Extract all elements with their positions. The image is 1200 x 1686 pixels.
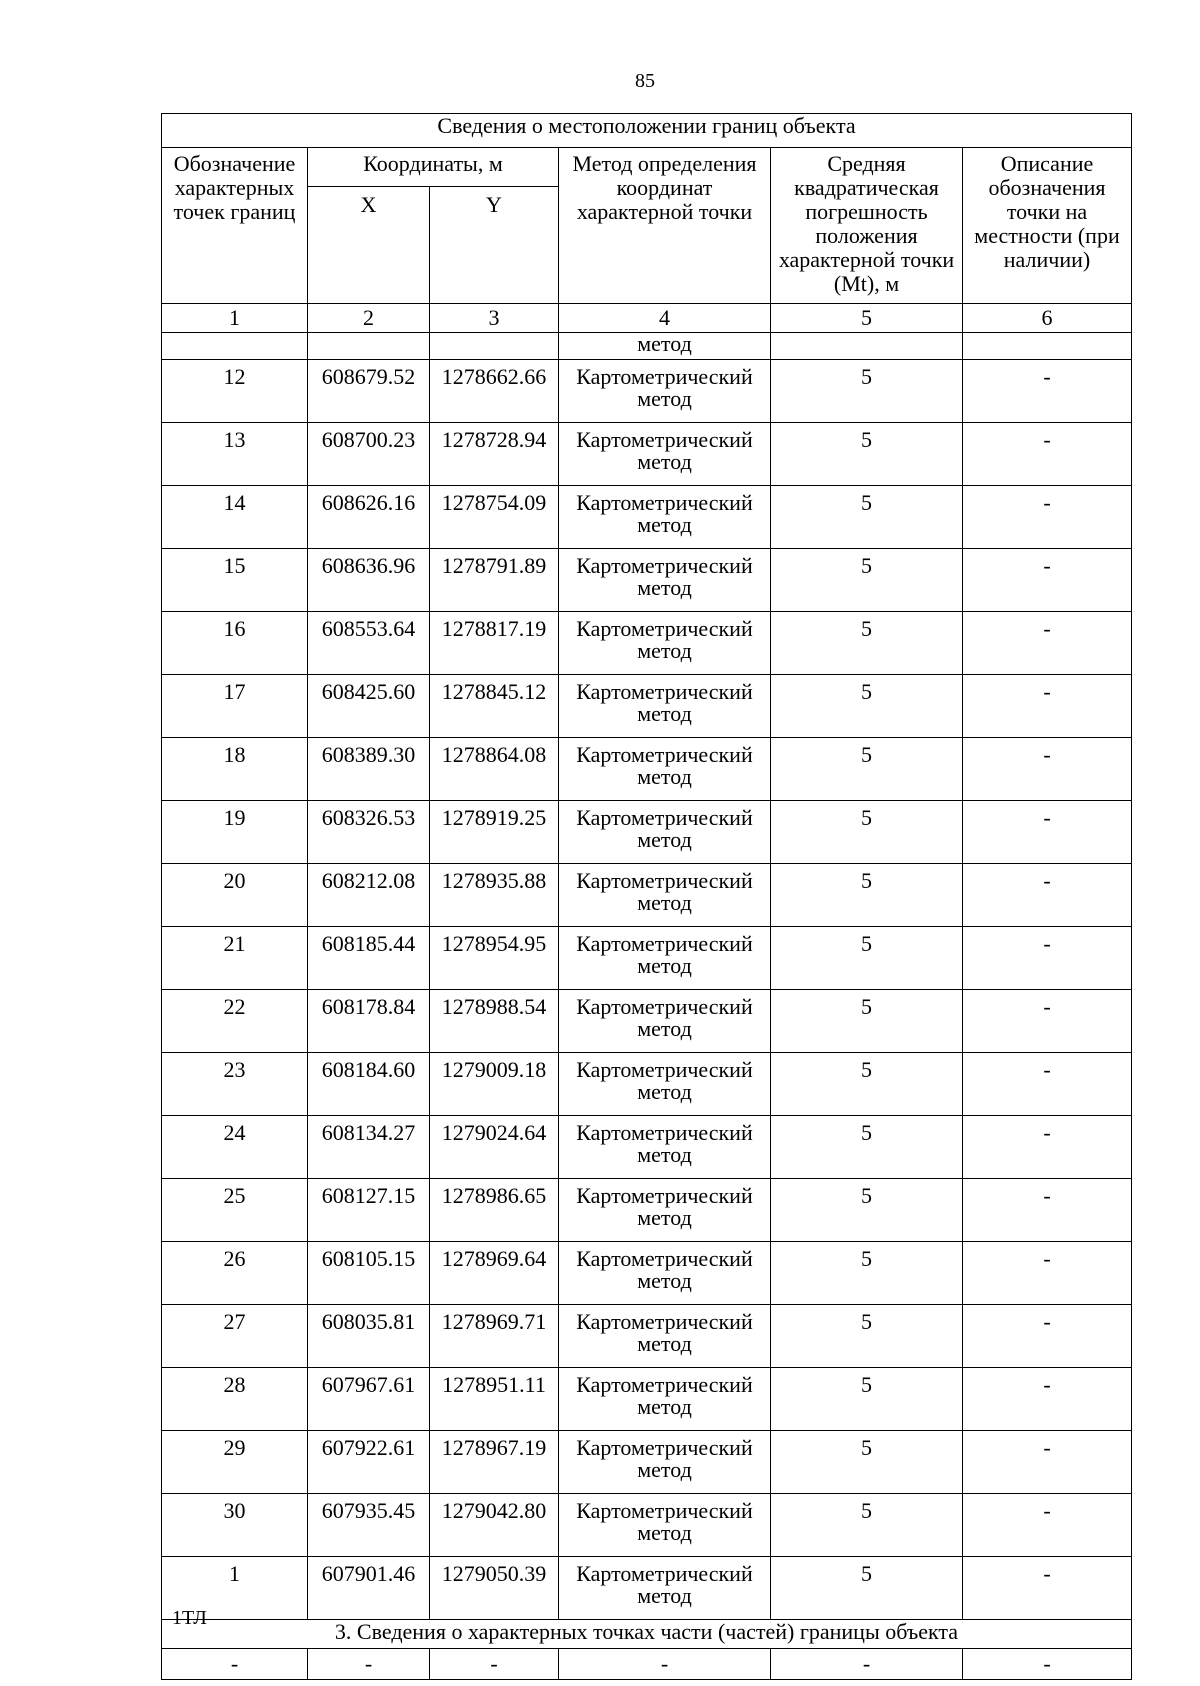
accuracy-cell: 5 [771,423,963,486]
method-cell [559,612,771,675]
point-cell: 19 [162,801,308,864]
y-coordinate-cell: 1278728.94 [430,423,559,486]
column-number: 5 [771,304,963,333]
x-coordinate-cell: 607967.61 [308,1368,430,1431]
carry-over-row [162,333,1132,360]
accuracy-cell: 5 [771,612,963,675]
description-cell: - [963,1242,1132,1305]
point-cell: 16 [162,612,308,675]
y-coordinate-cell: 1278969.64 [430,1242,559,1305]
method-cell [559,1494,771,1557]
x-coordinate-cell: 608700.23 [308,423,430,486]
y-coordinate-cell: 1278951.11 [430,1368,559,1431]
x-coordinate-cell: 608389.30 [308,738,430,801]
method-line: Картометрический [576,1183,753,1208]
accuracy-cell: 5 [771,1494,963,1557]
column-number-row [162,304,1132,333]
table-row [162,423,1132,486]
accuracy-cell: 5 [771,360,963,423]
x-coordinate-cell: 608679.52 [308,360,430,423]
x-coordinate-cell: 607901.46 [308,1557,430,1620]
method-line: Картометрический [576,427,753,452]
description-cell: - [963,549,1132,612]
method-line: Картометрический [576,1498,753,1523]
header-accuracy: Средняя квадратическая погрешность положения характерной точки (Mt), м [771,148,963,304]
section3-row [162,1620,1132,1649]
section3-value: - [559,1649,771,1680]
accuracy-cell: 5 [771,1557,963,1620]
table-row [162,927,1132,990]
point-cell: 13 [162,423,308,486]
y-coordinate-cell: 1278845.12 [430,675,559,738]
accuracy-cell: 5 [771,675,963,738]
footer-code: 1ТЛ [172,1607,207,1629]
description-cell: - [963,864,1132,927]
description-cell: - [963,1179,1132,1242]
method-line: метод [637,512,692,537]
method-line: метод [637,953,692,978]
header-description: Описание обозначения точки на местности (при наличии) [963,148,1132,304]
point-cell: 14 [162,486,308,549]
empty-cell [771,333,963,360]
point-cell: 15 [162,549,308,612]
point-cell: 21 [162,927,308,990]
empty-cell [162,333,308,360]
method-cell [559,738,771,801]
method-line: Картометрический [576,1120,753,1145]
point-cell: 28 [162,1368,308,1431]
method-cell [559,360,771,423]
accuracy-cell: 5 [771,1242,963,1305]
accuracy-cell: 5 [771,1368,963,1431]
method-cell [559,675,771,738]
accuracy-cell: 5 [771,738,963,801]
x-coordinate-cell: 608326.53 [308,801,430,864]
point-cell: 22 [162,990,308,1053]
section3-value: - [963,1649,1132,1680]
table-title: Сведения о местоположении границ объекта [162,114,1132,148]
method-cell [559,927,771,990]
method-line: метод [637,1079,692,1104]
accuracy-cell: 5 [771,864,963,927]
x-coordinate-cell: 608212.08 [308,864,430,927]
table-row [162,1431,1132,1494]
method-cell [559,1305,771,1368]
method-line: Картометрический [576,1372,753,1397]
x-coordinate-cell: 607935.45 [308,1494,430,1557]
x-coordinate-cell: 607922.61 [308,1431,430,1494]
x-coordinate-cell: 608626.16 [308,486,430,549]
table-row [162,360,1132,423]
method-cell [559,1431,771,1494]
y-coordinate-cell: 1278754.09 [430,486,559,549]
accuracy-cell: 5 [771,801,963,864]
x-coordinate-cell: 608636.96 [308,549,430,612]
description-cell: - [963,1053,1132,1116]
column-number: 6 [963,304,1132,333]
y-coordinate-cell: 1278919.25 [430,801,559,864]
point-cell: 12 [162,360,308,423]
method-line: метод [637,449,692,474]
header-x: X [308,187,430,304]
method-cell [559,423,771,486]
method-cell [559,1557,771,1620]
table-row [162,1242,1132,1305]
method-line: Картометрический [576,679,753,704]
description-cell: - [963,1557,1132,1620]
point-cell: 23 [162,1053,308,1116]
method-line: метод [637,1583,692,1608]
method-cell [559,486,771,549]
method-line: метод [637,575,692,600]
method-line: Картометрический [576,931,753,956]
method-line: Картометрический [576,1057,753,1082]
method-line: метод [637,1331,692,1356]
accuracy-cell: 5 [771,1305,963,1368]
empty-cell [963,333,1132,360]
table-row [162,864,1132,927]
y-coordinate-cell: 1278864.08 [430,738,559,801]
method-line: Картометрический [576,364,753,389]
header-designation: Обозначение характерных точек границ [162,148,308,304]
carry-over-method: метод [559,333,771,360]
method-line: метод [637,764,692,789]
y-coordinate-cell: 1278791.89 [430,549,559,612]
table-row [162,1368,1132,1431]
method-cell [559,990,771,1053]
description-cell: - [963,675,1132,738]
method-line: Картометрический [576,805,753,830]
section3-value: - [308,1649,430,1680]
method-line: метод [637,386,692,411]
section3-value: - [430,1649,559,1680]
method-line: метод [637,1520,692,1545]
x-coordinate-cell: 608184.60 [308,1053,430,1116]
table-row [162,486,1132,549]
accuracy-cell: 5 [771,1053,963,1116]
description-cell: - [963,612,1132,675]
description-cell: - [963,990,1132,1053]
y-coordinate-cell: 1278954.95 [430,927,559,990]
method-cell [559,1179,771,1242]
table-row [162,612,1132,675]
method-line: Картометрический [576,1309,753,1334]
y-coordinate-cell: 1278662.66 [430,360,559,423]
method-cell [559,1368,771,1431]
accuracy-cell: 5 [771,990,963,1053]
description-cell: - [963,1116,1132,1179]
method-line: метод [637,1394,692,1419]
description-cell: - [963,360,1132,423]
header-row [162,148,1132,187]
table-row [162,1116,1132,1179]
header-coordinates: Координаты, м [308,148,559,187]
table-row [162,1305,1132,1368]
method-line: Картометрический [576,553,753,578]
description-cell: - [963,927,1132,990]
method-line: метод [637,1457,692,1482]
table-row [162,801,1132,864]
method-line: Картометрический [576,868,753,893]
description-cell: - [963,738,1132,801]
point-cell: 29 [162,1431,308,1494]
column-number: 1 [162,304,308,333]
method-cell [559,1053,771,1116]
description-cell: - [963,486,1132,549]
accuracy-cell: 5 [771,1179,963,1242]
point-cell: 26 [162,1242,308,1305]
point-cell: 27 [162,1305,308,1368]
table-title-row [162,114,1132,148]
x-coordinate-cell: 608425.60 [308,675,430,738]
y-coordinate-cell: 1278967.19 [430,1431,559,1494]
accuracy-cell: 5 [771,1431,963,1494]
method-line: метод [637,1205,692,1230]
y-coordinate-cell: 1278988.54 [430,990,559,1053]
y-coordinate-cell: 1279050.39 [430,1557,559,1620]
column-number: 3 [430,304,559,333]
table-row [162,990,1132,1053]
method-line: Картометрический [576,1246,753,1271]
x-coordinate-cell: 608105.15 [308,1242,430,1305]
point-cell: 1 [162,1557,308,1620]
table-row [162,1494,1132,1557]
header-method: Метод определения координат характерной точки [559,148,771,304]
method-line: Картометрический [576,616,753,641]
point-cell: 24 [162,1116,308,1179]
method-cell [559,801,771,864]
page-number: 85 [635,70,655,92]
table-row [162,1557,1132,1620]
table-row [162,738,1132,801]
x-coordinate-cell: 608134.27 [308,1116,430,1179]
point-cell: 20 [162,864,308,927]
accuracy-cell: 5 [771,927,963,990]
section3-values-row [162,1649,1132,1680]
x-coordinate-cell: 608035.81 [308,1305,430,1368]
point-cell: 25 [162,1179,308,1242]
method-cell [559,549,771,612]
method-line: метод [637,1016,692,1041]
table-row [162,1179,1132,1242]
description-cell: - [963,1368,1132,1431]
method-line: Картометрический [576,1435,753,1460]
empty-cell [308,333,430,360]
method-line: метод [637,1268,692,1293]
x-coordinate-cell: 608553.64 [308,612,430,675]
accuracy-cell: 5 [771,1116,963,1179]
method-line: метод [637,638,692,663]
point-cell: 30 [162,1494,308,1557]
description-cell: - [963,1305,1132,1368]
column-number: 4 [559,304,771,333]
method-line: метод [637,827,692,852]
method-line: Картометрический [576,1561,753,1586]
accuracy-cell: 5 [771,486,963,549]
y-coordinate-cell: 1279009.18 [430,1053,559,1116]
method-cell [559,1242,771,1305]
y-coordinate-cell: 1278935.88 [430,864,559,927]
y-coordinate-cell: 1279042.80 [430,1494,559,1557]
y-coordinate-cell: 1278986.65 [430,1179,559,1242]
description-cell: - [963,801,1132,864]
section3-value: - [162,1649,308,1680]
method-line: Картометрический [576,490,753,515]
section3-title: 3. Сведения о характерных точках части (частей) границы объекта [162,1620,1132,1649]
method-line: метод [637,701,692,726]
accuracy-cell: 5 [771,549,963,612]
method-line: Картометрический [576,742,753,767]
x-coordinate-cell: 608127.15 [308,1179,430,1242]
description-cell: - [963,423,1132,486]
table-row [162,675,1132,738]
method-line: Картометрический [576,994,753,1019]
table-row [162,549,1132,612]
point-cell: 18 [162,738,308,801]
column-number: 2 [308,304,430,333]
method-line: метод [637,1142,692,1167]
point-cell: 17 [162,675,308,738]
empty-cell [430,333,559,360]
section3-value: - [771,1649,963,1680]
method-line: метод [637,890,692,915]
boundary-coordinates-table [161,113,1132,1680]
y-coordinate-cell: 1278817.19 [430,612,559,675]
description-cell: - [963,1431,1132,1494]
method-cell [559,864,771,927]
description-cell: - [963,1494,1132,1557]
y-coordinate-cell: 1278969.71 [430,1305,559,1368]
x-coordinate-cell: 608185.44 [308,927,430,990]
x-coordinate-cell: 608178.84 [308,990,430,1053]
method-cell [559,1116,771,1179]
header-y: Y [430,187,559,304]
table-row [162,1053,1132,1116]
y-coordinate-cell: 1279024.64 [430,1116,559,1179]
